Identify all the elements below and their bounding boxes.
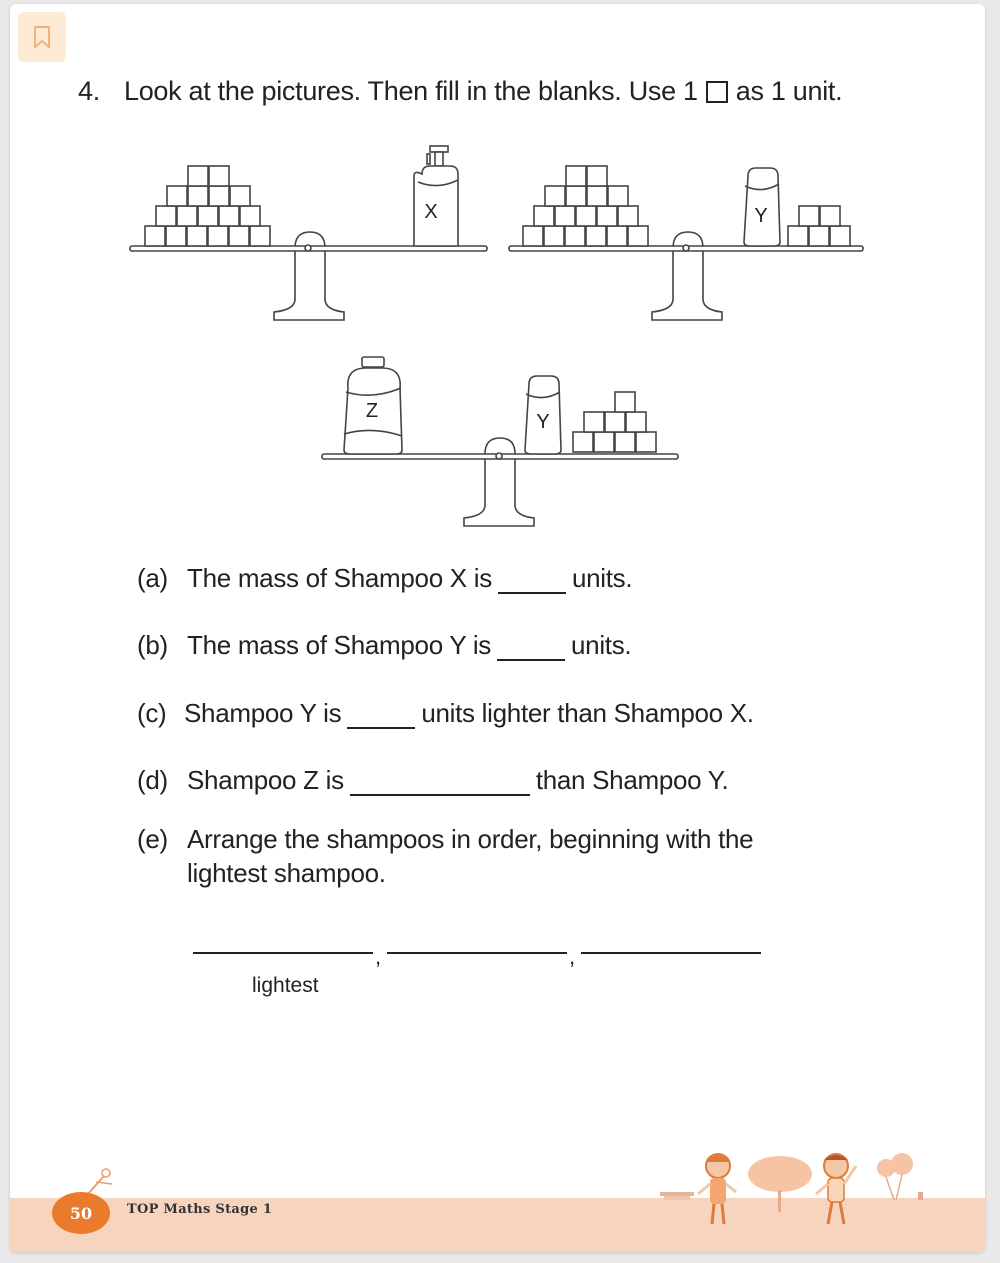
boy-figure <box>816 1154 856 1224</box>
part-d-answer-blank[interactable] <box>350 756 530 796</box>
comma-1: , <box>375 944 382 969</box>
answer-heaviest-blank[interactable] <box>581 952 761 954</box>
part-d-label: (d) <box>137 765 168 795</box>
comma-2: , <box>569 944 576 969</box>
part-b-label: (b) <box>137 630 168 660</box>
part-a-text-after: units. <box>571 563 633 593</box>
page-number-badge: 50 <box>52 1192 110 1234</box>
balance-1 <box>130 146 487 320</box>
answer-lightest-blank[interactable] <box>193 952 373 954</box>
balance-2-right-cubes <box>788 206 850 246</box>
part-d-text-after: than Shampoo Y. <box>535 765 729 795</box>
balance-diagrams <box>10 4 985 544</box>
part-c-label: (c) <box>137 698 167 728</box>
kids-illustration <box>658 1144 928 1234</box>
balance-3-stand <box>464 438 534 526</box>
shampoo-y-label-top: Y <box>754 205 768 227</box>
part-e-text-line2: lightest shampoo. <box>187 858 386 888</box>
answer-middle-blank[interactable] <box>387 952 567 954</box>
lightest-caption: lightest <box>252 974 319 997</box>
question-text-after: as 1 unit. <box>735 76 843 106</box>
part-c-text: Shampoo Y is <box>184 698 342 728</box>
part-b-text-after: units. <box>571 630 632 660</box>
balance-3 <box>322 357 678 526</box>
shampoo-z-label: Z <box>365 400 379 422</box>
part-a-answer-blank[interactable] <box>498 554 566 594</box>
book-title: TOP Maths Stage 1 <box>127 1202 273 1217</box>
balance-1-pivot <box>305 245 311 251</box>
part-a-label: (a) <box>137 563 168 593</box>
balance-3-cubes <box>573 392 656 452</box>
part-a <box>137 554 632 594</box>
part-e-label: (e) <box>137 824 168 854</box>
balance-1-cubes <box>145 166 270 246</box>
balance-2-pivot <box>683 245 689 251</box>
part-e-line2 <box>187 858 386 889</box>
balance-3-pivot <box>496 453 502 459</box>
girl-figure <box>698 1154 736 1224</box>
question-number: 4. <box>78 76 100 106</box>
part-b <box>137 621 631 661</box>
shampoo-x-label: X <box>424 201 438 223</box>
shampoo-x <box>414 146 458 246</box>
balance-2 <box>509 166 863 320</box>
question-text-before: Look at the pictures. Then fill in the blanks. Use 1 <box>124 76 698 106</box>
shampoo-y-label-bottom: Y <box>536 411 550 433</box>
part-c-answer-blank[interactable] <box>347 689 415 729</box>
part-c <box>137 689 754 729</box>
part-b-text: The mass of Shampoo Y is <box>187 630 492 660</box>
part-a-text: The mass of Shampoo X is <box>187 563 492 593</box>
part-d <box>137 756 728 796</box>
part-d-text: Shampoo Z is <box>187 765 344 795</box>
part-e-text-line1: Arrange the shampoos in order, beginning with the <box>187 824 754 854</box>
part-e <box>137 824 753 855</box>
balance-2-left-cubes <box>523 166 648 246</box>
part-c-text-after: units lighter than Shampoo X. <box>421 698 754 728</box>
worksheet-page <box>10 4 985 1252</box>
part-b-answer-blank[interactable] <box>497 621 565 661</box>
